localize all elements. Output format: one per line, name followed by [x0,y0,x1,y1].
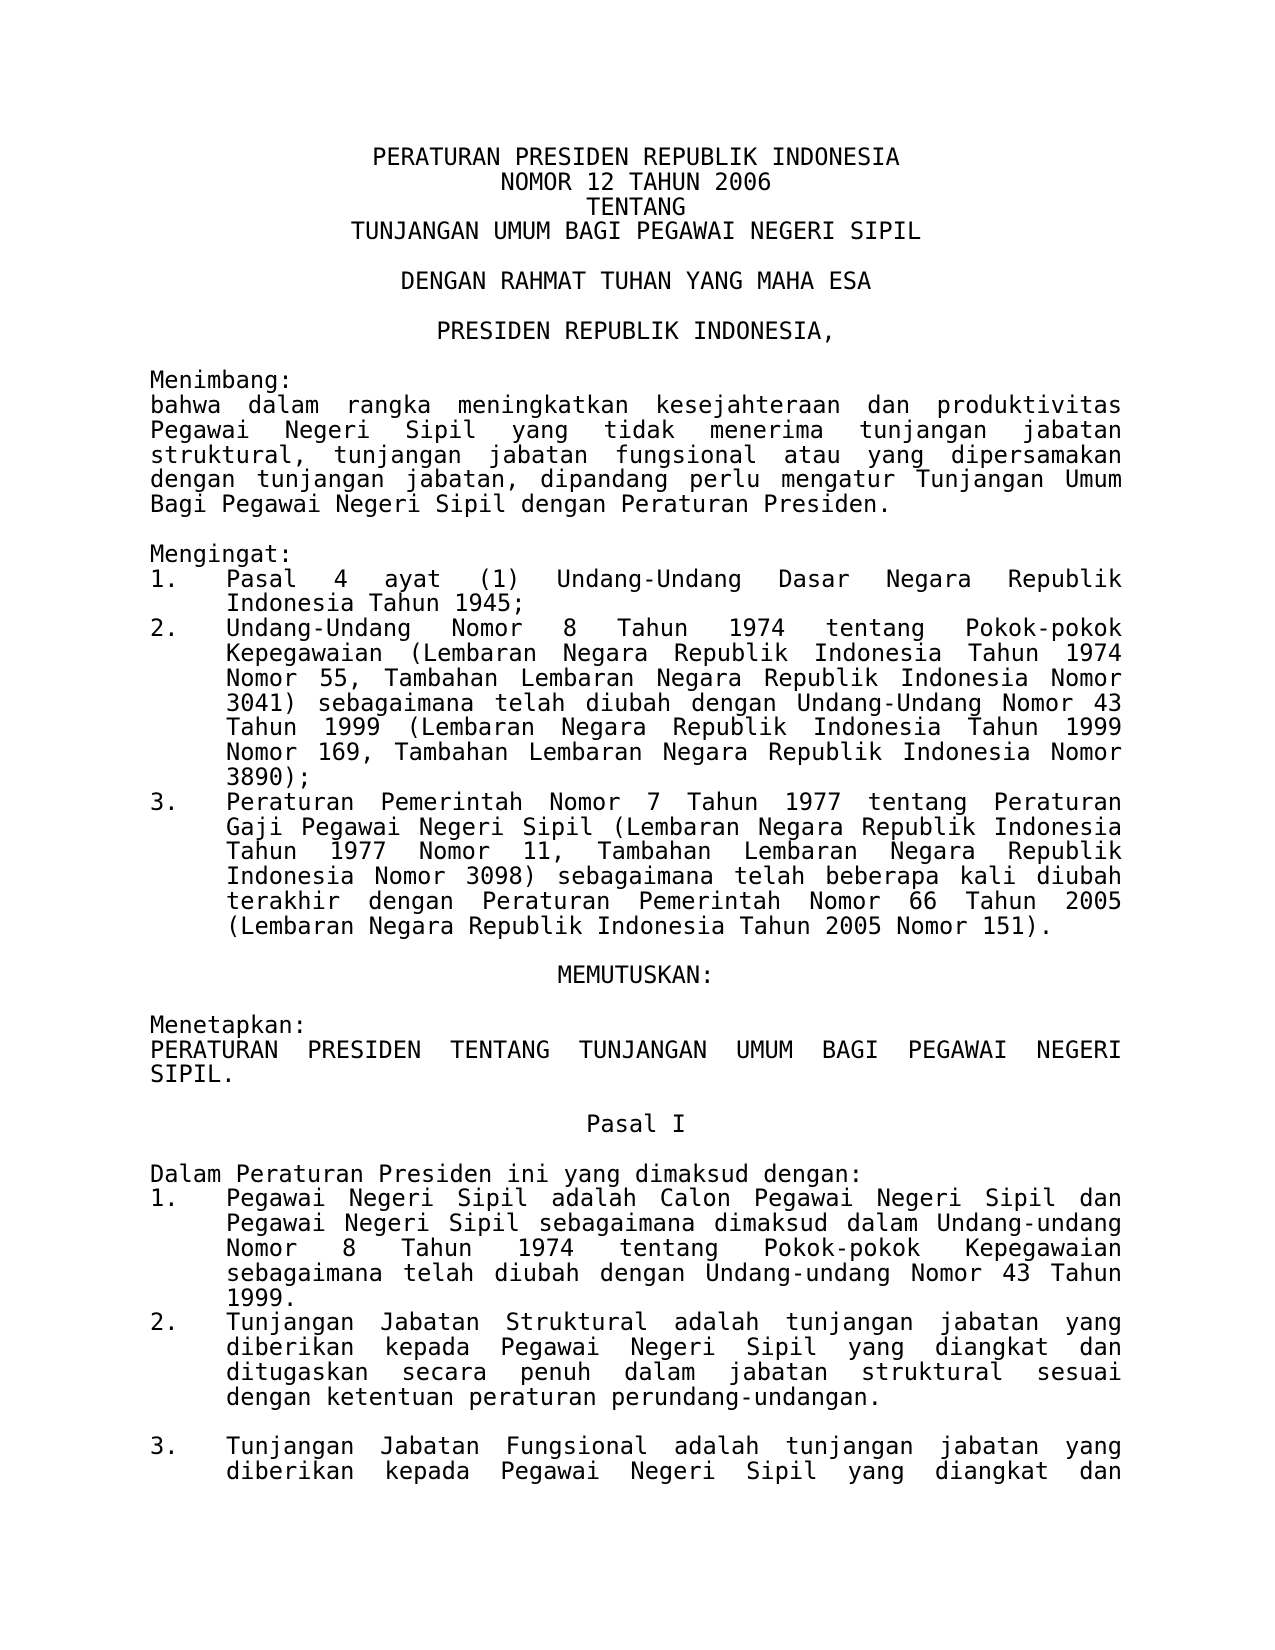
menetapkan-label: Menetapkan: [150,1010,307,1039]
pasal-heading: Pasal I [586,1110,686,1139]
list-number: 2. [150,614,179,643]
list-item-line: Nomor 55, Tambahan Lembaran Negara Republik Indonesia Nomor [226,663,1122,692]
list-item-line: Peraturan Pemerintah Nomor 7 Tahun 1977 tentang Peraturan [226,787,1122,816]
regulation-title [150,145,1122,244]
list-item-line: 3041) sebagaimana telah diubah dengan Undang-Undang Nomor 43 [226,688,1122,717]
definition-item [150,1186,1122,1310]
list-number: 1. [150,1184,179,1213]
list-number: 3. [150,1432,179,1461]
menimbang-line: Bagi Pegawai Negeri Sipil dengan Peraturan Presiden. [150,490,892,519]
list-item-line: Pasal 4 ayat (1) Undang-Undang Dasar Negara Republik [226,564,1122,593]
title-line-4: TUNJANGAN UMUM BAGI PEGAWAI NEGERI SIPIL [350,217,922,246]
invocation: DENGAN RAHMAT TUHAN YANG MAHA ESA [400,266,872,295]
title-line-3: TENTANG [586,192,686,221]
mengingat-item [150,564,1122,618]
mengingat-section [150,539,1122,940]
list-item-line: Tunjangan Jabatan Fungsional adalah tunjangan jabatan yang [226,1432,1122,1461]
list-item-line: Tahun 1999 (Lembaran Negara Republik Indonesia Tahun 1999 [226,713,1122,742]
menetapkan-section [150,1010,1122,1089]
memutuskan-heading: MEMUTUSKAN: [557,961,715,990]
mengingat-label: Mengingat: [150,539,293,568]
menimbang-section [150,368,1122,517]
list-item-line: Nomor 8 Tahun 1974 tentang Pokok-pokok Kepegawaian [226,1234,1122,1263]
menimbang-line: Pegawai Negeri Sipil yang tidak menerima tunjangan jabatan [150,415,1122,444]
list-item-line: sebagaimana telah diubah dengan Undang-undang Nomor 43 Tahun [226,1258,1122,1287]
president-heading: PRESIDEN REPUBLIK INDONESIA, [436,316,836,345]
list-item-line: 3890); [226,762,312,791]
list-item-line: (Lembaran Negara Republik Indonesia Tahun 2005 Nomor 151). [226,911,1054,940]
list-item-line: Pegawai Negeri Sipil sebagaimana dimaksud dalam Undang-undang [226,1209,1122,1238]
document-page [150,145,1122,1484]
title-line-2: NOMOR 12 TAHUN 2006 [500,167,772,196]
mengingat-item [150,787,1122,940]
list-item-line: Tunjangan Jabatan Struktural adalah tunjangan jabatan yang [226,1308,1122,1337]
pasal-intro: Dalam Peraturan Presiden ini yang dimaksud dengan: [150,1159,864,1188]
list-item-line: diberikan kepada Pegawai Negeri Sipil yang diangkat dan [226,1457,1122,1486]
list-item-line: Undang-Undang Nomor 8 Tahun 1974 tentang Pokok-pokok [226,614,1122,643]
list-item-line: Nomor 169, Tambahan Lembaran Negara Republik Indonesia Nomor [226,738,1122,767]
list-item-line: Pegawai Negeri Sipil adalah Calon Pegawai Negeri Sipil dan [226,1184,1122,1213]
definition-item [150,1434,1122,1484]
list-item-line: Indonesia Nomor 3098) sebagaimana telah beberapa kali diubah [226,862,1122,891]
menimbang-line: dengan tunjangan jabatan, dipandang perlu mengatur Tunjangan Umum [150,465,1122,494]
list-item-line: Indonesia Tahun 1945; [226,589,526,618]
pasal-section [150,1159,1122,1486]
list-item-line: 1999. [226,1283,298,1312]
mengingat-item [150,616,1122,790]
menetapkan-line: PERATURAN PRESIDEN TENTANG TUNJANGAN UMUM BAGI PEGAWAI NEGERI [150,1035,1122,1064]
list-number: 2. [150,1308,179,1337]
list-item-line: terakhir dengan Peraturan Pemerintah Nomor 66 Tahun 2005 [226,886,1122,915]
definition-item [150,1310,1122,1409]
menimbang-line: bahwa dalam rangka meningkatkan kesejahteraan dan produktivitas [150,390,1122,419]
list-number: 1. [150,564,179,593]
list-item-line: dengan ketentuan peraturan perundang-undangan. [226,1382,883,1411]
list-item-line: ditugaskan secara penuh dalam jabatan struktural sesuai [226,1358,1122,1387]
menetapkan-line: SIPIL. [150,1060,236,1089]
list-item-line: Tahun 1977 Nomor 11, Tambahan Lembaran Negara Republik [226,837,1122,866]
title-line-1: PERATURAN PRESIDEN REPUBLIK INDONESIA [372,143,900,171]
list-item-line: diberikan kepada Pegawai Negeri Sipil yang diangkat dan [226,1333,1122,1362]
list-number: 3. [150,787,179,816]
list-item-line: Kepegawaian (Lembaran Negara Republik Indonesia Tahun 1974 [226,638,1122,667]
menimbang-line: struktural, tunjangan jabatan fungsional atau yang dipersamakan [150,440,1122,469]
list-item-line: Gaji Pegawai Negeri Sipil (Lembaran Negara Republik Indonesia [226,812,1122,841]
menimbang-label: Menimbang: [150,366,293,395]
